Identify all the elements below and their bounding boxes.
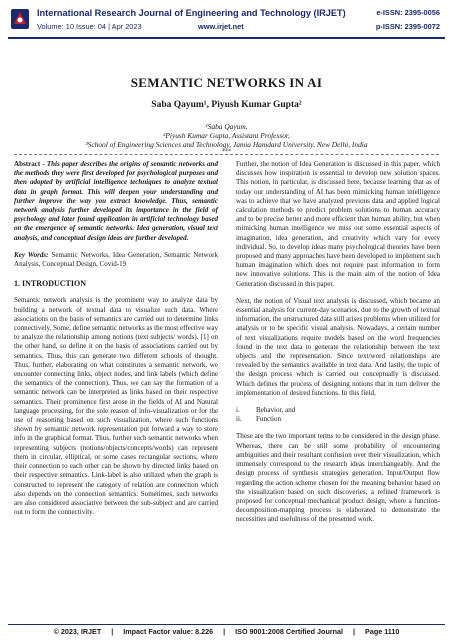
paper-authors: Saba Qayum¹, Piyush Kumar Gupta² (151, 100, 302, 110)
footer-iso: ISO 9001:2008 Certified Journal (235, 627, 344, 636)
header-divider (8, 37, 445, 39)
footer-copyright: © 2023, IRJET (53, 627, 102, 636)
page-footer: © 2023, IRJET | Impact Factor value: 8.226 | ISO 9001:2008 Certified Journal | Page 1110 (53, 627, 400, 636)
list-item-number: ii. (236, 415, 242, 424)
footer-impact-factor: Impact Factor value: 8.226 (123, 627, 214, 636)
journal-volume: Volume: 10 Issue: 04 | Apr 2023 (37, 22, 142, 31)
keywords-text: Semantic Networks, Idea Generation, Semantic Network Analysis, Conceptual Design, Covid-19 (14, 250, 218, 269)
irjet-logo-icon (10, 8, 30, 30)
separator-stars: *** (222, 149, 231, 155)
keywords (14, 251, 218, 269)
abstract-label: Abstract - (14, 160, 45, 168)
footer-divider (8, 624, 445, 625)
list-item-text: Function (256, 415, 282, 424)
design-process-paragraph: These are the two important terms to be considered in the design phase. Whereas, there can be still some probability of encountering ambiguities and their resultant confusion over their visualization, which immensely correspond to the research ideas interchangeably. And the design process of synthesis strategies generation. Input/Output flow regarding the action scheme chosen for the meaning behavior based on the visualization based on such discoveries, a refined framework is proposed for conceptual mechanical product design, where a function-decomposition-mapping process is elaborated to demonstrate the necessities and usefulness of the presented work. (236, 432, 440, 524)
idea-generation-paragraph: Further, the notion of Idea Generation is discussed in this paper, which discusses how inspiration is essential to develop new solution spaces. This notion, in particular, is discussed here, because learning that as of today our understanding of AI has been mimicking human intelligence was to achieve that we have analyzed previous data and applied logical calculation methods to predict problem solutions to human accuracy and to be precise better and more efficient than human ability, but when mimicking human intelligence we miss out some essential aspects of imagination, idea generation, and creativity which vary for every individual. So, to develop ideas many psychological theories have been proposed and many approaches have been developed to implement such human imagination which does not require past information to form new innovative solutions. This is the main aim of the notion of Idea Generation discussed in this paper. (236, 160, 440, 288)
design-terms-list (236, 406, 440, 424)
intro-paragraph: Semantic network analysis is the prominent way to analyze data by building a network of textual data to visualize such data. Where associations on the basis of semantics are carried out to determine links connectively. Some, define semantic networks as the most effective way to analyze the relationship among notions (text subjects/ words). [1] on the other hand, so define it on the basis of associations carried out by semantics. Thus, this can generate two different schools of thought. Thus, further, elaborating on what constitutes a semantic network, we encounter connecting links, object nodes, and link labels (which define the semantics of the connection). Thus, we can say the formation of a semantic network can be interpreted as links based on their respective semantics. Their prominence first arose in the fields of AI and Natural language processing, for the sole reason of info-visualization or for the use of reasoning based on such visualization, where such functions shown by semantic network representation put forward a way to store info in the graphical format. Thus, further such semantic networks when representing subjects (notions/objects/concepts/words) can represent them in circular, elliptical, or some cases rectangular sections, where their connection to each other can be shown by directed links based on their respective semantics. Link-label is also utilized when the graph is constructed to represent the category of relation are connection which also depends on the connection semantics. Sometimes, such networks are also considered associative between the sub-subject and are carried out to form the connectivity. (14, 296, 218, 517)
keywords-label: Key Words: (14, 250, 49, 259)
affiliation-2: ²Piyush Kumar Gupta, Assistant Professor, (163, 131, 290, 140)
eissn: e-ISSN: 2395-0056 (376, 8, 440, 17)
list-item (236, 406, 440, 415)
pissn: p-ISSN: 2395-0072 (375, 22, 440, 31)
left-column (14, 160, 218, 525)
journal-header (0, 0, 453, 36)
affiliation-1: ¹Saba Qayum, (205, 122, 248, 131)
journal-name: International Research Journal of Engineering and Technology (IRJET) (37, 8, 346, 18)
abstract-text: This paper describes the origins of semantic networks and the methods they were first developed for psychological purposes and then adopted by artificial intelligence techniques to analyze textual data in graph format. This will deepen your understanding and further improve the way you extract knowledge. Thus, semantic network analysis further developed its importance in the field of psychology and later found application in artificial technology based on the emergence of semantic networks. Idea generation, visual text analysis, and conceptual design ideas are further developed. (14, 160, 218, 242)
list-item-text: Behavior, and (256, 406, 296, 415)
journal-website-link[interactable]: www.irjet.net (198, 22, 244, 31)
affiliation-3: ³School of Engineering Sciences and Technology, Jamia Hamdard University, New Delhi, India (85, 140, 368, 149)
section-heading-introduction: 1. INTRODUCTION (14, 279, 87, 289)
right-column (236, 160, 440, 533)
footer-page-number: Page 1110 (365, 627, 400, 636)
abstract (14, 160, 218, 243)
visual-text-analysis-paragraph: Next, the notion of Visual text analysis is discussed, which became an essential analysis for current-day scenarios, due to the growth of textual information, the unstructured data still arises problems when utilized for analysis or to be specific visual analysis. Nowadays, a certain number of text visualizations require models based on the word frequencies found in the text data to generate the relationship between the text objects and the representation. Since text/word relationships are revealed by the semantics available in text data. And lastly, the topic of the design process which is carried out conceptually is discussed. Which defines the process of designing notions that in turn deliver the implementation of desired functions. In this field, (236, 296, 440, 397)
list-item-number: i. (236, 406, 240, 415)
paper-title: SEMANTIC NETWORKS IN AI (130, 75, 323, 90)
list-item (236, 415, 440, 424)
